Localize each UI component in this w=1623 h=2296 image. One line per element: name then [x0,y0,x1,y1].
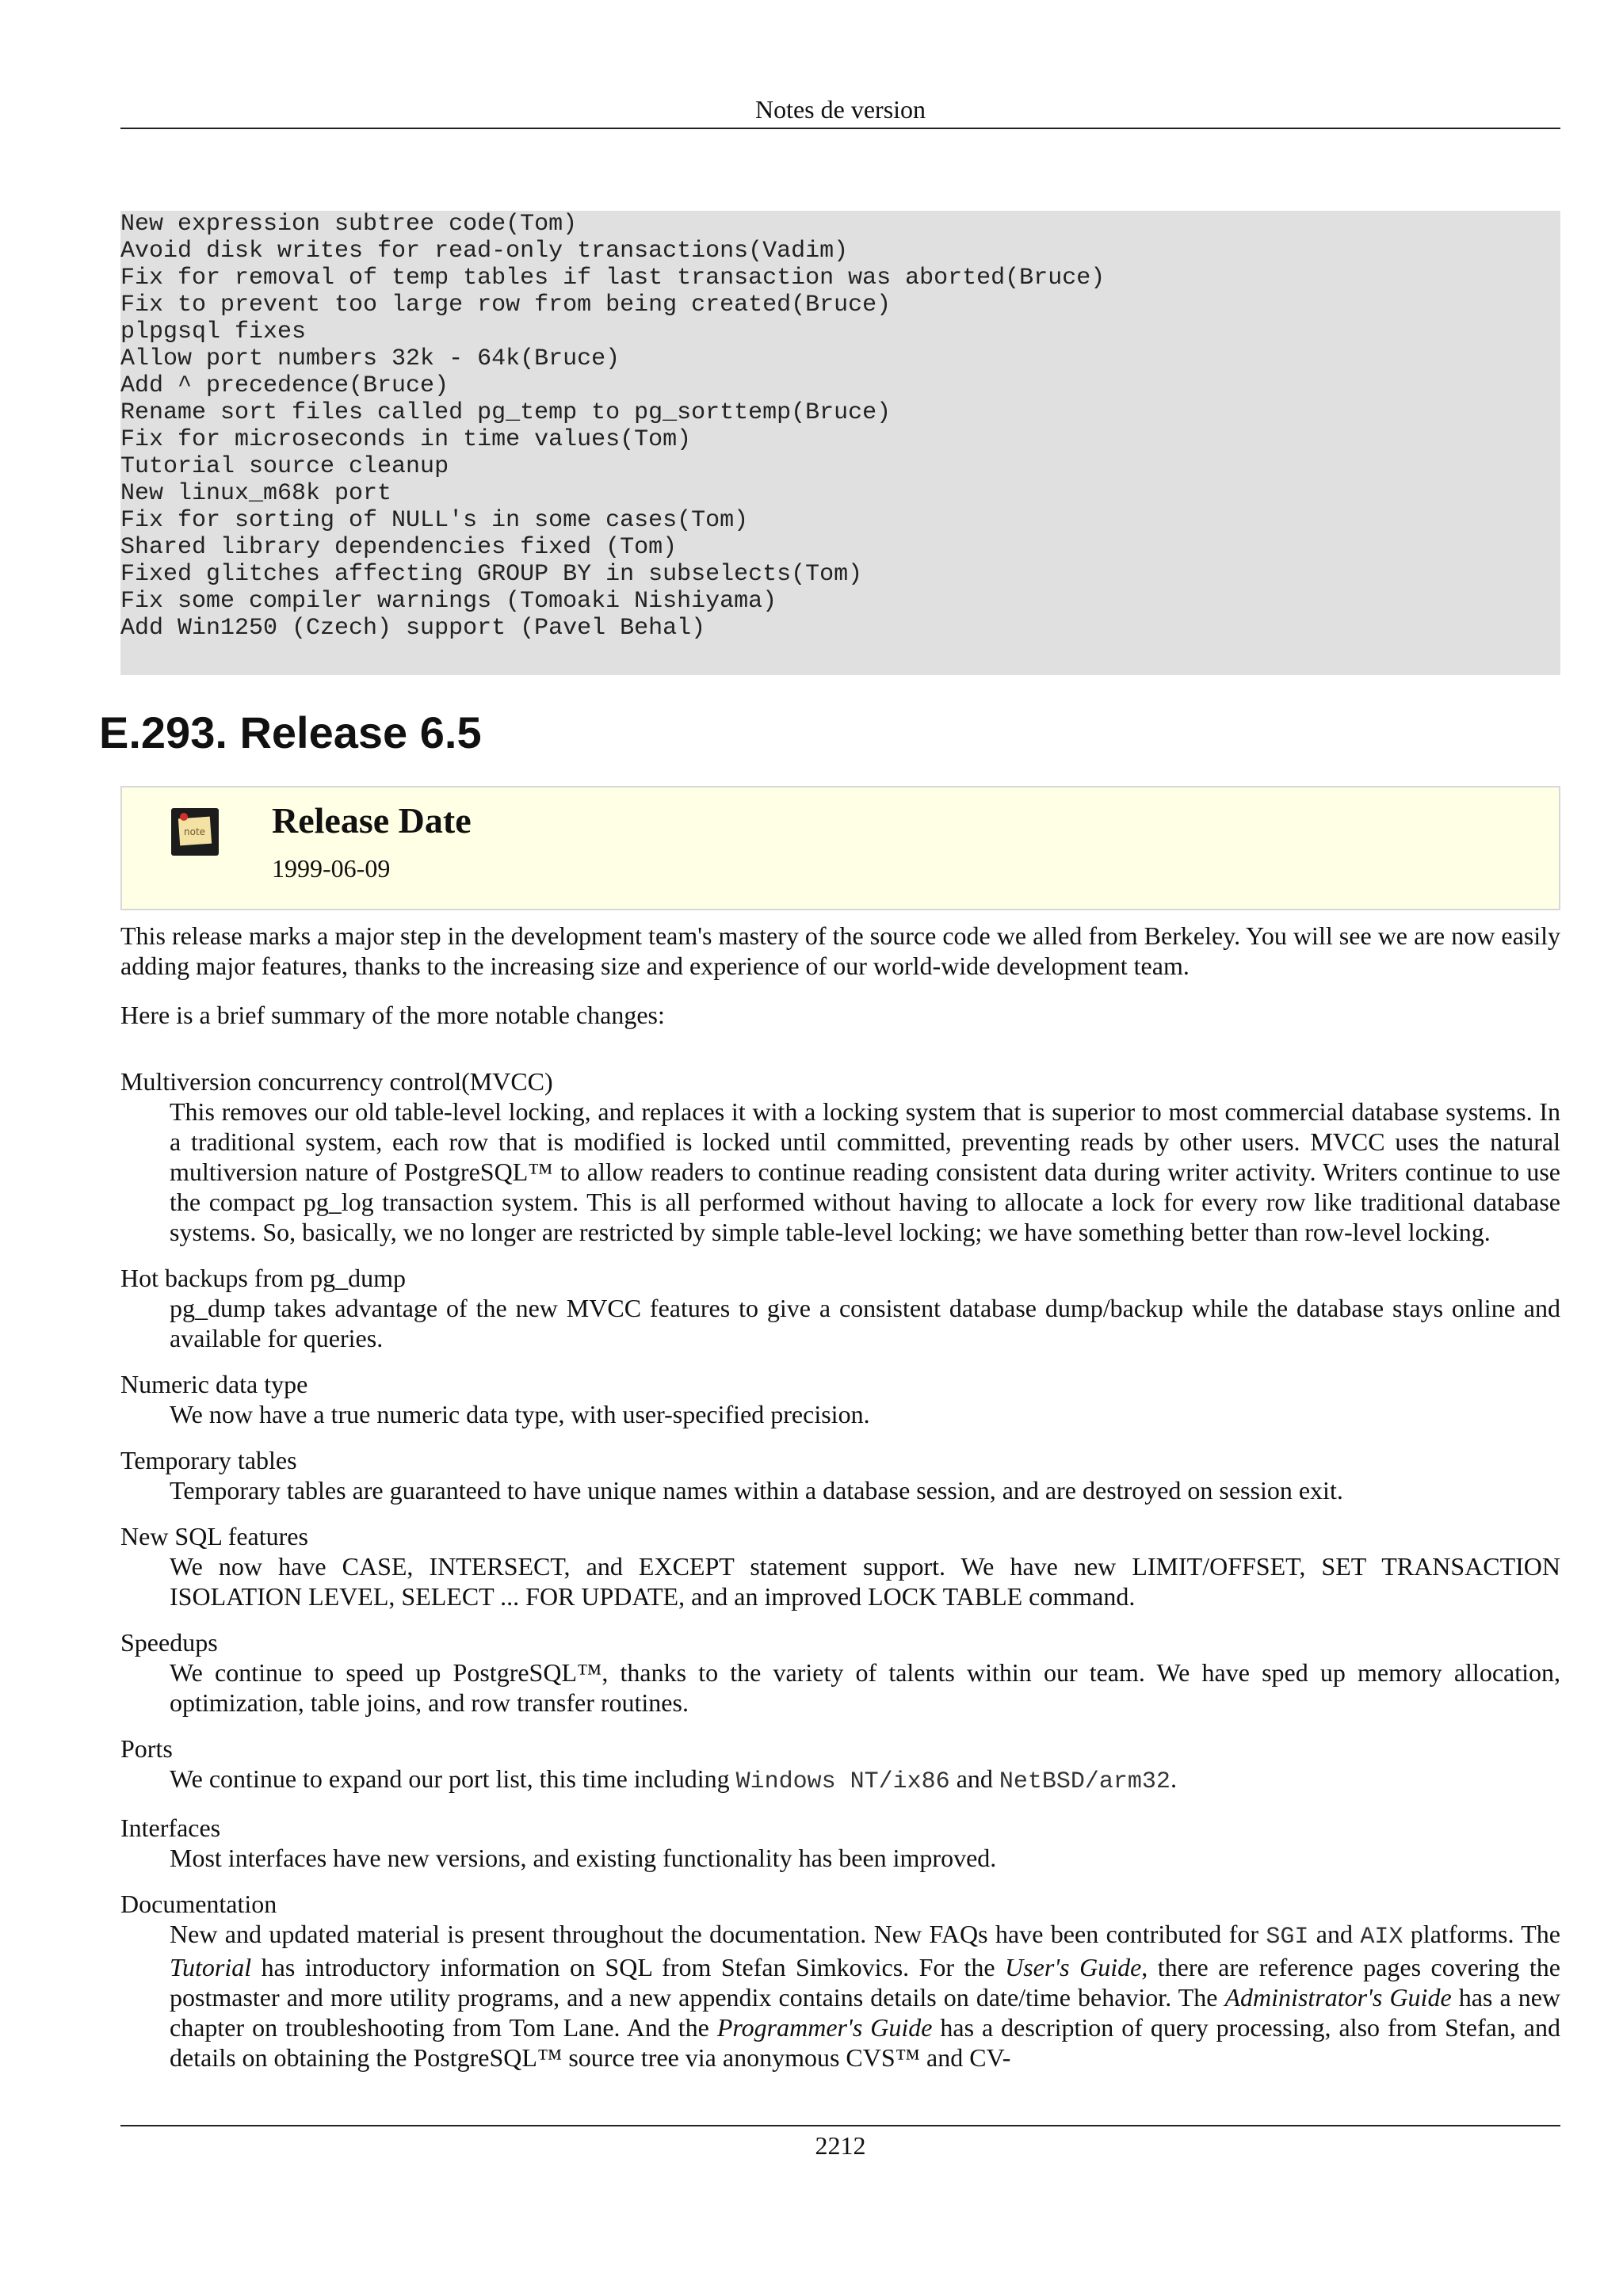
code-line: Add ^ precedence(Bruce) [120,372,449,399]
summary-lead: Here is a brief summary of the more notable changes: [120,1001,665,1029]
header-rule [120,128,1560,129]
text-run: has a new chapter on troubleshooting from Tom Lane. And the [170,1983,1561,2042]
note-icon [171,808,219,856]
text-run: has a description of query processing, also from Stefan, and details on obtaining the PostgreSQL™ source tree via anonymous CVS™ and CV- [170,2013,1561,2072]
platform-code: Windows NT/ix86 [735,1768,950,1795]
note-icon-label: note [184,826,206,837]
code-line: New expression subtree code(Tom) [120,211,578,238]
code-line: Add Win1250 (Czech) support (Pavel Behal) [120,615,706,642]
change-description: This removes our old table-level locking, and replaces it with a locking system that is superior to most commercial database systems. In a traditional system, each row that is modified is locked until committed, preventing reads by other users. MVCC uses the natural multiversion nature of PostgreSQL™ to allow readers to continue reading consistent data during writer activity. Writers continue to use the compact pg_log transaction system. This is all performed without having to allocate a lock for every row like traditional database systems. So, basically, we no longer are restricted by simple table-level locking; we have something better than row-level locking. [170,1097,1560,1246]
guide-title: Administrator's Guide [1224,1983,1452,2012]
code-line: Fix for microseconds in time values(Tom) [120,426,692,453]
code-line: Tutorial source cleanup [120,453,449,480]
code-line: New linux_m68k port [120,480,392,507]
release-date: 1999-06-09 [272,854,391,883]
text-run: We continue to expand our port list, this time including [170,1764,736,1793]
change-term: Hot backups from pg_dump [120,1264,406,1292]
note-icon-pin [180,813,188,821]
guide-title: User's Guide [1005,1953,1142,1981]
change-description: We now have CASE, INTERSECT, and EXCEPT statement support. We have new LIMIT/OFFSET, SET TRANSACTION ISOLATION LEVEL, SELECT ... FOR UPDATE, and an improved LOCK TABLE command. [170,1552,1560,1611]
code-line: Fix for sorting of NULL's in some cases(Tom) [120,507,749,534]
code-line: Shared library dependencies fixed (Tom) [120,534,678,561]
running-header: Notes de version [754,95,926,124]
release-date-note [120,786,1560,910]
text-run: has introductory information on SQL from Stefan Simkovics. For the [251,1953,1006,1981]
change-term: Multiversion concurrency control(MVCC) [120,1067,553,1096]
change-description: We now have a true numeric data type, with user-specified precision. [170,1400,870,1428]
change-term: Numeric data type [120,1370,308,1398]
changes-list [120,1066,1560,2088]
text-run: , there are reference pages covering the postmaster and more utility programs, and a new appendix contains details on date/time behavior. The [170,1953,1561,2012]
text-run: and [1308,1920,1361,1948]
code-listing [120,211,1560,675]
guide-title: Programmer's Guide [716,2013,933,2042]
note-title: Release Date [272,800,472,841]
platform-code: NetBSD/arm32 [999,1768,1170,1795]
text-run: . [1170,1764,1177,1793]
change-description: We continue to speed up PostgreSQL™, thanks to the variety of talents within our team. We have sped up memory allocation, optimization, table joins, and row transfer routines. [170,1658,1560,1717]
change-term: Temporary tables [120,1446,297,1474]
code-line: Fix for removal of temp tables if last transaction was aborted(Bruce) [120,265,1106,292]
change-term: Interfaces [120,1814,221,1842]
change-term: Documentation [120,1890,277,1918]
change-description: Temporary tables are guaranteed to have unique names within a database session, and are destroyed on session exit. [170,1476,1343,1505]
intro-paragraph: This release marks a major step in the development team's mastery of the source code we alled from Berkeley. You will see we are now easily adding major features, thanks to the increasing size and experience of our world-wide development team. [120,921,1560,980]
page-number: 2212 [815,2131,866,2160]
text-run: New and updated material is present throughout the documentation. New FAQs have been contributed for [170,1920,1266,1948]
code-line: Fix some compiler warnings (Tomoaki Nishiyama) [120,588,777,615]
code-line: Fix to prevent too large row from being created(Bruce) [120,292,892,318]
footer-rule [120,2125,1560,2126]
code-line: Fixed glitches affecting GROUP BY in subselects(Tom) [120,561,863,588]
change-term: Speedups [120,1628,218,1657]
change-description: pg_dump takes advantage of the new MVCC features to give a consistent database dump/backup while the database stays online and available for queries. [170,1294,1560,1352]
platform-code: SGI [1266,1924,1309,1951]
code-line: plpgsql fixes [120,318,307,345]
code-line: Avoid disk writes for read-only transactions(Vadim) [120,238,849,265]
change-description: Most interfaces have new versions, and existing functionality has been improved. [170,1844,997,1872]
change-term: New SQL features [120,1522,308,1550]
section-title: E.293. Release 6.5 [99,707,482,757]
platform-code: AIX [1360,1924,1403,1951]
change-description [170,1919,1560,2073]
text-run: platforms. The [1403,1920,1561,1948]
change-description [170,1764,1560,1797]
code-line: Rename sort files called pg_temp to pg_sorttemp(Bruce) [120,399,892,426]
code-line: Allow port numbers 32k - 64k(Bruce) [120,345,621,372]
guide-title: Tutorial [170,1953,252,1981]
text-run: and [949,1764,999,1793]
document-page [99,0,1561,2296]
change-term: Ports [120,1734,173,1763]
